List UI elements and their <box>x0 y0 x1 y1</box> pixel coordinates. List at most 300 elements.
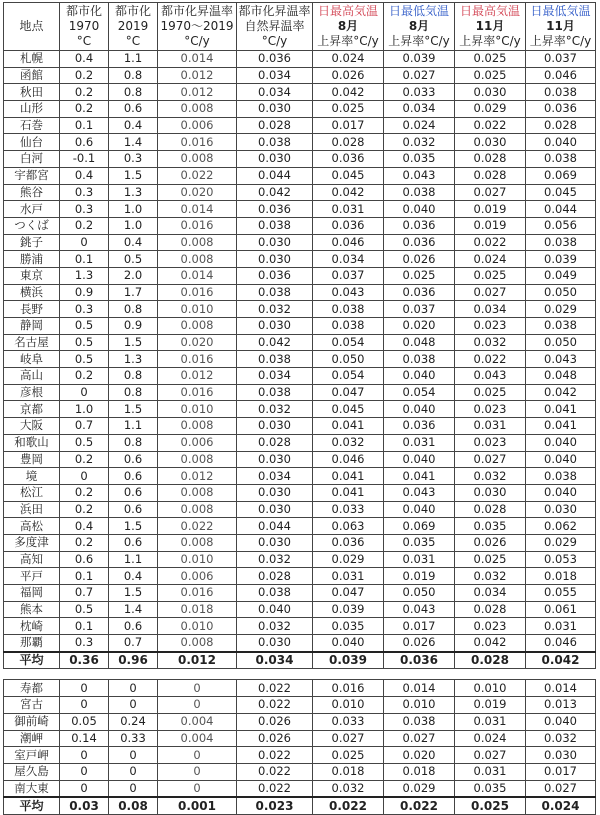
table-row <box>4 501 596 518</box>
cell-min-nov: 0.038 <box>526 84 596 101</box>
cell-min-nov: 0.049 <box>526 267 596 284</box>
cell-natural-rate: 0.030 <box>237 484 313 501</box>
cell-max-aug: 0.047 <box>313 384 384 401</box>
cell-urban-rate: 0.010 <box>158 301 237 318</box>
cell-min-aug: 0.031 <box>384 551 455 568</box>
cell-urban-rate: 0.016 <box>158 217 237 234</box>
cell-location: 高松 <box>4 518 60 535</box>
cell-natural-rate: 0.034 <box>237 368 313 385</box>
cell-max-aug: 0.036 <box>313 151 384 168</box>
cell-min-nov: 0.042 <box>526 384 596 401</box>
table-row <box>4 318 596 335</box>
cell-max-nov: 0.025 <box>455 67 526 84</box>
cell-location: 水戸 <box>4 201 60 218</box>
cell-natural-rate: 0.022 <box>237 747 313 764</box>
cell-max-aug: 0.035 <box>313 618 384 635</box>
cell-max-aug: 0.038 <box>313 301 384 318</box>
cell-natural-rate: 0.032 <box>237 301 313 318</box>
cell-natural-rate: 0.038 <box>237 384 313 401</box>
cell-location: 仙台 <box>4 134 60 151</box>
cell-location: 豊岡 <box>4 451 60 468</box>
cell-urban-1970: 0.5 <box>60 318 109 335</box>
cell-max-nov: 0.023 <box>455 318 526 335</box>
cell-min-nov: 0.041 <box>526 401 596 418</box>
cell-max-aug: 0.046 <box>313 451 384 468</box>
cell-natural-rate: 0.030 <box>237 318 313 335</box>
cell-min-nov: 0.050 <box>526 334 596 351</box>
header-natural-rate: 都市化昇温率 自然昇温率 °C/y <box>237 3 313 51</box>
cell-min-aug: 0.035 <box>384 534 455 551</box>
cell-max-aug: 0.037 <box>313 267 384 284</box>
cell-natural-rate: 0.028 <box>237 568 313 585</box>
cell-min-nov: 0.043 <box>526 351 596 368</box>
cell-urban-rate: 0.020 <box>158 184 237 201</box>
header-min-aug: 日最低気温 8月 上昇率°C/y <box>384 3 455 51</box>
cell-min-nov: 0.013 <box>526 697 596 714</box>
cell-natural-rate: 0.030 <box>237 635 313 652</box>
cell-urban-2019: 0.4 <box>109 234 158 251</box>
cell-min-nov: 0.046 <box>526 635 596 652</box>
cell-natural-rate: 0.042 <box>237 334 313 351</box>
cell-max-aug: 0.025 <box>313 747 384 764</box>
cell-max-nov: 0.022 <box>455 117 526 134</box>
table-row <box>4 84 596 101</box>
cell-urban-1970: 0.7 <box>60 585 109 602</box>
cell-urban-2019: 0.8 <box>109 67 158 84</box>
cell-max-nov: 0.031 <box>455 713 526 730</box>
cell-min-nov: 0.017 <box>526 763 596 780</box>
cell-max-nov: 0.029 <box>455 101 526 118</box>
cell-min-nov: 0.040 <box>526 134 596 151</box>
cell-location: 秋田 <box>4 84 60 101</box>
cell-max-nov: 0.027 <box>455 284 526 301</box>
cell-urban-rate: 0.004 <box>158 713 237 730</box>
cell-max-aug: 0.031 <box>313 201 384 218</box>
cell-min-aug: 0.039 <box>384 51 455 68</box>
table-row <box>4 518 596 535</box>
cell-urban-2019: 1.5 <box>109 167 158 184</box>
cell-urban-2019: 0.24 <box>109 713 158 730</box>
cell-min-aug: 0.040 <box>384 201 455 218</box>
table-row <box>4 167 596 184</box>
cell-urban-1970: 0.14 <box>60 730 109 747</box>
cell-urban-rate: 0.022 <box>158 167 237 184</box>
cell-urban-1970: 0.2 <box>60 501 109 518</box>
cell-urban-rate: 0.020 <box>158 334 237 351</box>
cell-max-aug: 0.040 <box>313 635 384 652</box>
cell-natural-rate: 0.030 <box>237 151 313 168</box>
cell-min-aug: 0.038 <box>384 713 455 730</box>
cell-min-aug: 0.032 <box>384 134 455 151</box>
cell-urban-1970: 0.2 <box>60 368 109 385</box>
cell-location: 函館 <box>4 67 60 84</box>
cell-max-aug: 0.034 <box>313 251 384 268</box>
cell-max-nov: 0.028 <box>455 151 526 168</box>
cell-urban-rate: 0.016 <box>158 284 237 301</box>
cell-urban-rate: 0.001 <box>158 797 237 814</box>
cell-max-nov: 0.024 <box>455 730 526 747</box>
cell-natural-rate: 0.034 <box>237 652 313 669</box>
cell-natural-rate: 0.042 <box>237 184 313 201</box>
cell-min-nov: 0.038 <box>526 151 596 168</box>
cell-min-nov: 0.032 <box>526 730 596 747</box>
cell-max-aug: 0.036 <box>313 217 384 234</box>
cell-natural-rate: 0.036 <box>237 267 313 284</box>
cell-min-nov: 0.018 <box>526 568 596 585</box>
cell-location: 勝浦 <box>4 251 60 268</box>
cell-min-aug: 0.036 <box>384 652 455 669</box>
cell-urban-2019: 0.6 <box>109 468 158 485</box>
cell-urban-2019: 0.6 <box>109 534 158 551</box>
cell-max-nov: 0.023 <box>455 434 526 451</box>
cell-max-aug: 0.033 <box>313 501 384 518</box>
cell-min-aug: 0.050 <box>384 585 455 602</box>
cell-urban-1970: 0.6 <box>60 134 109 151</box>
cell-max-nov: 0.019 <box>455 217 526 234</box>
cell-urban-2019: 0.33 <box>109 730 158 747</box>
cell-min-nov: 0.045 <box>526 184 596 201</box>
cell-urban-rate: 0.012 <box>158 652 237 669</box>
cell-urban-1970: 0.3 <box>60 301 109 318</box>
cell-min-aug: 0.036 <box>384 284 455 301</box>
cell-min-nov: 0.061 <box>526 601 596 618</box>
cell-min-aug: 0.043 <box>384 484 455 501</box>
cell-natural-rate: 0.022 <box>237 697 313 714</box>
cell-urban-1970: 0.9 <box>60 284 109 301</box>
cell-urban-2019: 0.96 <box>109 652 158 669</box>
cell-max-aug: 0.041 <box>313 418 384 435</box>
cell-max-nov: 0.030 <box>455 484 526 501</box>
cell-location: 東京 <box>4 267 60 284</box>
cell-urban-1970: 1.3 <box>60 267 109 284</box>
cell-min-aug: 0.019 <box>384 568 455 585</box>
cell-max-nov: 0.022 <box>455 351 526 368</box>
cell-natural-rate: 0.038 <box>237 351 313 368</box>
cell-min-aug: 0.036 <box>384 217 455 234</box>
cell-location: 潮岬 <box>4 730 60 747</box>
cell-max-aug: 0.054 <box>313 368 384 385</box>
cell-min-aug: 0.025 <box>384 267 455 284</box>
cell-max-aug: 0.033 <box>313 713 384 730</box>
cell-urban-2019: 1.7 <box>109 284 158 301</box>
cell-urban-1970: 0 <box>60 763 109 780</box>
cell-max-aug: 0.045 <box>313 167 384 184</box>
cell-min-nov: 0.050 <box>526 284 596 301</box>
table-row <box>4 451 596 468</box>
table-row <box>4 134 596 151</box>
cell-max-nov: 0.031 <box>455 418 526 435</box>
cell-urban-2019: 1.1 <box>109 418 158 435</box>
cell-urban-2019: 0 <box>109 763 158 780</box>
cell-min-nov: 0.038 <box>526 318 596 335</box>
cell-urban-1970: 0 <box>60 234 109 251</box>
cell-urban-1970: 0.03 <box>60 797 109 814</box>
cell-max-aug: 0.041 <box>313 468 384 485</box>
cell-natural-rate: 0.022 <box>237 680 313 697</box>
cell-max-nov: 0.031 <box>455 763 526 780</box>
section-spacer <box>4 669 596 680</box>
cell-natural-rate: 0.032 <box>237 551 313 568</box>
table-row <box>4 117 596 134</box>
cell-max-aug: 0.041 <box>313 484 384 501</box>
cell-location: つくば <box>4 217 60 234</box>
cell-max-aug: 0.038 <box>313 318 384 335</box>
cell-min-nov: 0.040 <box>526 713 596 730</box>
cell-urban-rate: 0 <box>158 747 237 764</box>
header-row <box>4 3 596 51</box>
cell-urban-rate: 0.012 <box>158 368 237 385</box>
cell-urban-2019: 0.6 <box>109 484 158 501</box>
cell-urban-rate: 0.016 <box>158 351 237 368</box>
table-row <box>4 51 596 68</box>
cell-max-nov: 0.024 <box>455 251 526 268</box>
cell-urban-rate: 0.008 <box>158 501 237 518</box>
cell-urban-1970: 0 <box>60 468 109 485</box>
cell-min-aug: 0.026 <box>384 251 455 268</box>
cell-urban-rate: 0.018 <box>158 601 237 618</box>
cell-max-aug: 0.047 <box>313 585 384 602</box>
cell-min-nov: 0.029 <box>526 301 596 318</box>
cell-urban-1970: 0.3 <box>60 635 109 652</box>
cell-location: 松江 <box>4 484 60 501</box>
cell-natural-rate: 0.032 <box>237 618 313 635</box>
cell-natural-rate: 0.032 <box>237 401 313 418</box>
cell-max-aug: 0.045 <box>313 401 384 418</box>
cell-max-nov: 0.019 <box>455 201 526 218</box>
cell-urban-rate: 0 <box>158 780 237 797</box>
cell-max-nov: 0.032 <box>455 568 526 585</box>
cell-location: 那覇 <box>4 635 60 652</box>
cell-min-nov: 0.029 <box>526 534 596 551</box>
cell-natural-rate: 0.022 <box>237 780 313 797</box>
cell-max-nov: 0.035 <box>455 518 526 535</box>
cell-location: 室戸岬 <box>4 747 60 764</box>
cell-min-aug: 0.020 <box>384 318 455 335</box>
cell-min-nov: 0.041 <box>526 418 596 435</box>
cell-min-nov: 0.037 <box>526 51 596 68</box>
cell-urban-1970: 0.5 <box>60 334 109 351</box>
temperature-table <box>3 2 596 815</box>
cell-urban-2019: 0.8 <box>109 301 158 318</box>
table-row <box>4 234 596 251</box>
cell-urban-2019: 0.8 <box>109 84 158 101</box>
cell-min-nov: 0.027 <box>526 780 596 797</box>
table-row <box>4 697 596 714</box>
cell-min-aug: 0.037 <box>384 301 455 318</box>
table-row <box>4 763 596 780</box>
cell-min-aug: 0.048 <box>384 334 455 351</box>
cell-urban-rate: 0.010 <box>158 618 237 635</box>
cell-location: 枕崎 <box>4 618 60 635</box>
cell-urban-2019: 0.9 <box>109 318 158 335</box>
cell-urban-1970: 0.36 <box>60 652 109 669</box>
cell-max-aug: 0.063 <box>313 518 384 535</box>
table-row <box>4 713 596 730</box>
cell-location: 石巻 <box>4 117 60 134</box>
cell-location: 南大東 <box>4 780 60 797</box>
cell-min-aug: 0.035 <box>384 151 455 168</box>
cell-urban-1970: 0.1 <box>60 251 109 268</box>
cell-min-aug: 0.038 <box>384 351 455 368</box>
table-row <box>4 101 596 118</box>
cell-max-nov: 0.027 <box>455 184 526 201</box>
table-row <box>4 201 596 218</box>
cell-min-aug: 0.027 <box>384 67 455 84</box>
cell-natural-rate: 0.036 <box>237 201 313 218</box>
cell-urban-1970: 1.0 <box>60 401 109 418</box>
cell-max-nov: 0.022 <box>455 234 526 251</box>
cell-urban-1970: 0.2 <box>60 484 109 501</box>
cell-location: 山形 <box>4 101 60 118</box>
cell-urban-2019: 1.5 <box>109 585 158 602</box>
cell-min-nov: 0.024 <box>526 797 596 814</box>
cell-urban-2019: 0.8 <box>109 368 158 385</box>
table-row <box>4 251 596 268</box>
cell-min-nov: 0.036 <box>526 101 596 118</box>
table-row <box>4 618 596 635</box>
cell-location: 札幌 <box>4 51 60 68</box>
cell-max-aug: 0.042 <box>313 84 384 101</box>
cell-urban-1970: 0.2 <box>60 451 109 468</box>
cell-max-aug: 0.024 <box>313 51 384 68</box>
cell-min-nov: 0.056 <box>526 217 596 234</box>
cell-urban-rate: 0.016 <box>158 585 237 602</box>
cell-urban-rate: 0.008 <box>158 635 237 652</box>
cell-min-aug: 0.034 <box>384 101 455 118</box>
cell-min-aug: 0.043 <box>384 167 455 184</box>
cell-min-aug: 0.022 <box>384 797 455 814</box>
cell-natural-rate: 0.030 <box>237 101 313 118</box>
header-location: 地点 <box>4 3 60 51</box>
cell-min-aug: 0.027 <box>384 730 455 747</box>
cell-max-nov: 0.034 <box>455 301 526 318</box>
cell-min-nov: 0.053 <box>526 551 596 568</box>
table-row <box>4 351 596 368</box>
cell-min-aug: 0.033 <box>384 84 455 101</box>
cell-location: 宮古 <box>4 697 60 714</box>
cell-min-nov: 0.030 <box>526 747 596 764</box>
cell-min-nov: 0.062 <box>526 518 596 535</box>
cell-urban-2019: 1.3 <box>109 351 158 368</box>
cell-max-nov: 0.025 <box>455 551 526 568</box>
cell-urban-rate: 0.012 <box>158 468 237 485</box>
cell-urban-2019: 2.0 <box>109 267 158 284</box>
cell-location: 大阪 <box>4 418 60 435</box>
cell-min-nov: 0.038 <box>526 468 596 485</box>
cell-natural-rate: 0.038 <box>237 134 313 151</box>
cell-max-nov: 0.027 <box>455 451 526 468</box>
cell-urban-1970: 0.1 <box>60 618 109 635</box>
cell-natural-rate: 0.030 <box>237 451 313 468</box>
cell-max-nov: 0.035 <box>455 780 526 797</box>
table-row <box>4 284 596 301</box>
cell-location: 高知 <box>4 551 60 568</box>
table-row <box>4 418 596 435</box>
cell-natural-rate: 0.044 <box>237 167 313 184</box>
cell-max-nov: 0.042 <box>455 635 526 652</box>
cell-location: 御前崎 <box>4 713 60 730</box>
cell-min-aug: 0.018 <box>384 763 455 780</box>
cell-natural-rate: 0.028 <box>237 434 313 451</box>
table-row <box>4 468 596 485</box>
cell-urban-1970: 0.2 <box>60 534 109 551</box>
cell-urban-2019: 0.8 <box>109 434 158 451</box>
cell-max-nov: 0.025 <box>455 797 526 814</box>
cell-min-aug: 0.026 <box>384 635 455 652</box>
cell-min-aug: 0.020 <box>384 747 455 764</box>
cell-urban-rate: 0.008 <box>158 534 237 551</box>
cell-urban-rate: 0 <box>158 680 237 697</box>
cell-location: 岐阜 <box>4 351 60 368</box>
cell-max-nov: 0.028 <box>455 501 526 518</box>
cell-min-aug: 0.040 <box>384 401 455 418</box>
cell-min-aug: 0.040 <box>384 501 455 518</box>
cell-location: 高山 <box>4 368 60 385</box>
header-min-nov: 日最低気温 11月 上昇率°C/y <box>526 3 596 51</box>
cell-max-aug: 0.031 <box>313 568 384 585</box>
cell-max-aug: 0.026 <box>313 67 384 84</box>
cell-max-nov: 0.026 <box>455 534 526 551</box>
cell-natural-rate: 0.023 <box>237 797 313 814</box>
table-row <box>4 267 596 284</box>
cell-max-aug: 0.027 <box>313 730 384 747</box>
cell-urban-rate: 0.008 <box>158 101 237 118</box>
cell-urban-1970: 0.3 <box>60 184 109 201</box>
table-row <box>4 434 596 451</box>
cell-urban-2019: 0 <box>109 780 158 797</box>
cell-urban-1970: 0 <box>60 780 109 797</box>
cell-natural-rate: 0.030 <box>237 418 313 435</box>
cell-min-aug: 0.040 <box>384 368 455 385</box>
cell-urban-1970: 0.5 <box>60 351 109 368</box>
cell-urban-2019: 0.08 <box>109 797 158 814</box>
cell-min-nov: 0.040 <box>526 434 596 451</box>
cell-max-nov: 0.025 <box>455 267 526 284</box>
cell-max-aug: 0.016 <box>313 680 384 697</box>
cell-min-nov: 0.030 <box>526 501 596 518</box>
cell-min-aug: 0.029 <box>384 780 455 797</box>
cell-natural-rate: 0.040 <box>237 601 313 618</box>
cell-max-aug: 0.042 <box>313 184 384 201</box>
cell-urban-rate: 0 <box>158 763 237 780</box>
cell-location: 京都 <box>4 401 60 418</box>
cell-min-nov: 0.031 <box>526 618 596 635</box>
cell-urban-1970: 0.5 <box>60 601 109 618</box>
cell-location: 熊谷 <box>4 184 60 201</box>
cell-urban-2019: 0.6 <box>109 618 158 635</box>
cell-min-aug: 0.031 <box>384 434 455 451</box>
cell-location: 和歌山 <box>4 434 60 451</box>
cell-max-aug: 0.036 <box>313 534 384 551</box>
cell-urban-2019: 0.4 <box>109 117 158 134</box>
cell-natural-rate: 0.026 <box>237 713 313 730</box>
cell-min-aug: 0.069 <box>384 518 455 535</box>
spacer-cell <box>4 669 596 680</box>
cell-location: 名古屋 <box>4 334 60 351</box>
cell-urban-rate: 0.008 <box>158 418 237 435</box>
cell-location: 銚子 <box>4 234 60 251</box>
cell-location: 福岡 <box>4 585 60 602</box>
cell-max-nov: 0.032 <box>455 334 526 351</box>
cell-natural-rate: 0.038 <box>237 284 313 301</box>
cell-min-aug: 0.024 <box>384 117 455 134</box>
cell-min-nov: 0.044 <box>526 201 596 218</box>
cell-urban-2019: 0.7 <box>109 635 158 652</box>
cell-urban-2019: 1.0 <box>109 217 158 234</box>
cell-urban-1970: 0.05 <box>60 713 109 730</box>
cell-max-nov: 0.034 <box>455 585 526 602</box>
cell-max-aug: 0.054 <box>313 334 384 351</box>
